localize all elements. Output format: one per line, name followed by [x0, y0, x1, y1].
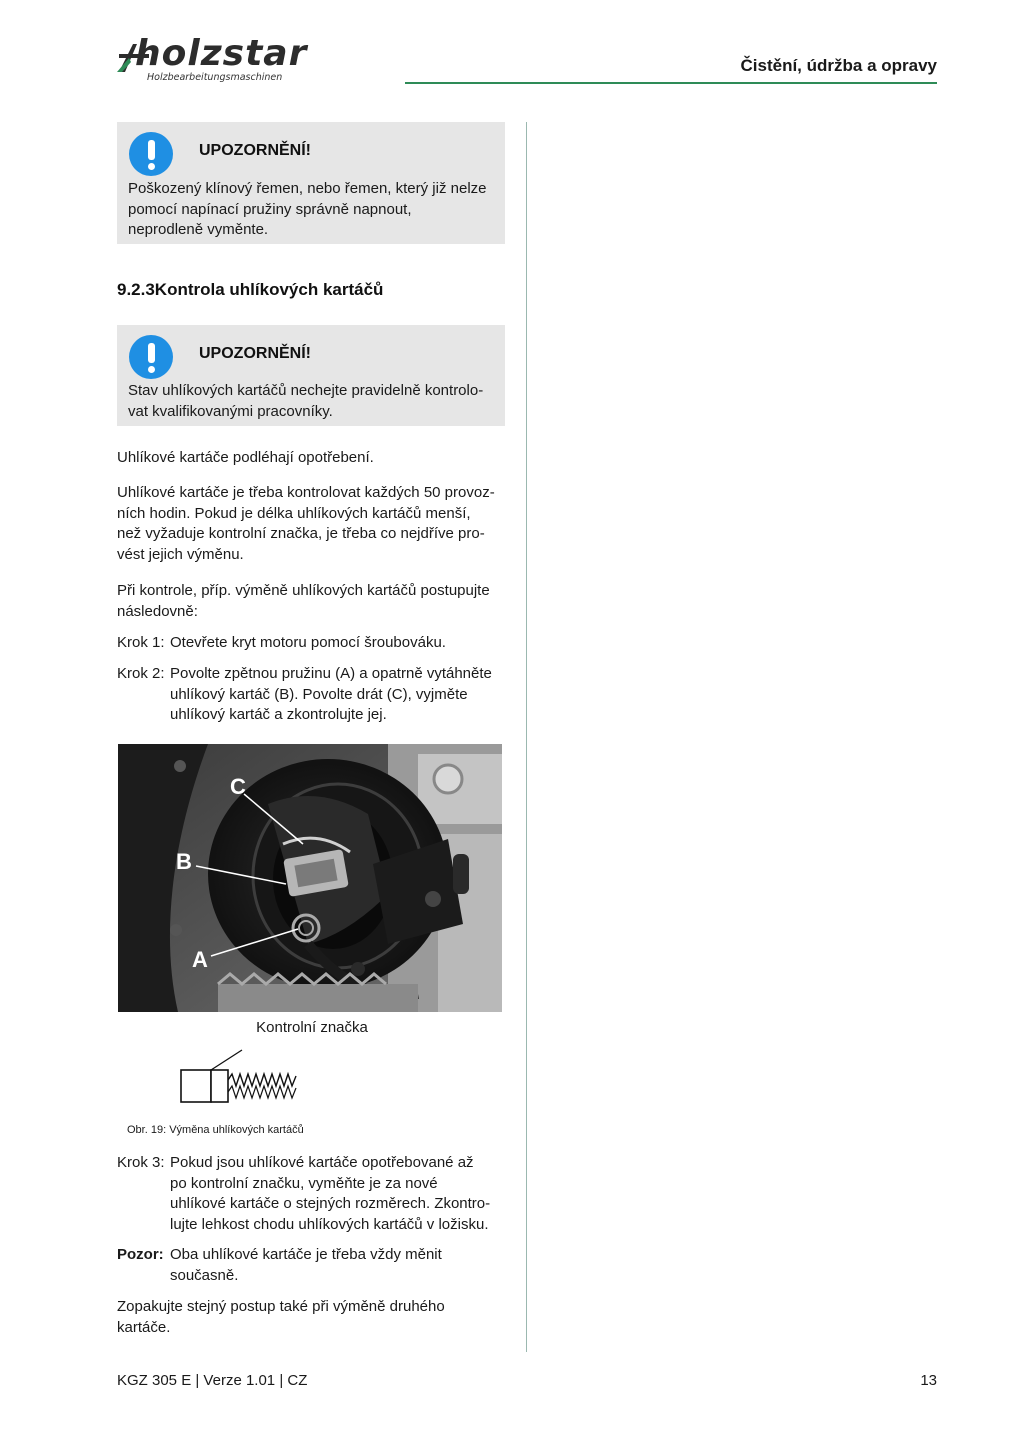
column-divider [526, 122, 527, 1352]
warning-notice-2 [117, 325, 505, 426]
exclamation-icon [129, 132, 173, 176]
notice-text [128, 179, 500, 241]
step-text [170, 633, 510, 654]
step-line: lujte lehkost chodu uhlíkových kartáčů v ložisku. [170, 1215, 489, 1233]
paragraph-line: Uhlíkové kartáče podléhají opotřebení. [117, 449, 374, 466]
paragraph-line: kartáče. [117, 1318, 171, 1336]
step-label: Krok 1: [117, 634, 165, 651]
paragraph-line: vést jejich výměnu. [117, 545, 244, 563]
step-line: uhlíkové kartáče o stejných rozměrech. Zkontro- [170, 1195, 491, 1212]
notice-line: Stav uhlíkových kartáčů nechejte pravidelně kontrolo- [128, 382, 484, 399]
paragraph-procedure [117, 581, 509, 622]
paragraph-line: ních hodin. Pokud je délka uhlíkových kartáčů menší, [117, 504, 471, 522]
callout-label-c: C [230, 774, 246, 799]
paragraph-line: Zopakujte stejný postup také při výměně druhého [117, 1298, 445, 1315]
motor-brush-photo [118, 744, 502, 1012]
paragraph-line: než vyžaduje kontrolní značka, je třeba co nejdříve pro- [117, 525, 485, 542]
note-text [170, 1245, 510, 1286]
logo-tagline: Holzbearbeitungsmaschinen [147, 72, 283, 83]
note-label: Pozor: [117, 1246, 164, 1263]
callout-label-b: B [176, 849, 192, 874]
step-text [170, 1153, 510, 1235]
notice-title: UPOZORNĚNÍ! [199, 345, 311, 362]
logo-wordmark: holzstar [135, 33, 308, 74]
notice-line: Poškozený klínový řemen, nebo řemen, který již nelze [128, 180, 487, 197]
notice-line: pomocí napínací pružiny správně napnout, [128, 200, 412, 218]
closing-paragraph [117, 1297, 509, 1338]
footer-doc-info: KGZ 305 E | Verze 1.01 | CZ [117, 1372, 308, 1389]
carbon-brush-diagram [176, 1048, 316, 1110]
notice-text [128, 381, 500, 422]
step-line: Pokud jsou uhlíkové kartáče opotřebované až [170, 1154, 474, 1171]
paragraph-line: Při kontrole, příp. výměně uhlíkových kartáčů postupujte [117, 582, 490, 599]
paragraph-line: Uhlíkové kartáče je třeba kontrolovat každých 50 provoz- [117, 484, 495, 501]
page-number: 13 [920, 1372, 937, 1389]
notice-title: UPOZORNĚNÍ! [199, 142, 311, 159]
photo-caption: Kontrolní značka [256, 1019, 368, 1036]
paragraph-wear [117, 448, 509, 469]
section-heading: 9.2.3Kontrola uhlíkových kartáčů [117, 280, 384, 299]
notice-line: neprodleně vyměnte. [128, 221, 269, 238]
paragraph-interval [117, 483, 509, 565]
step-text [170, 664, 510, 726]
notice-line: vat kvalifikovanými pracovníky. [128, 402, 333, 420]
callout-label-a: A [192, 947, 208, 972]
step-label: Krok 3: [117, 1154, 165, 1171]
step-line: uhlíkový kartáč a zkontrolujte jej. [170, 706, 387, 723]
note-line: současně. [170, 1266, 239, 1284]
header-rule [405, 82, 937, 84]
step-label: Krok 2: [117, 665, 165, 682]
step-line: Povolte zpětnou pružinu (A) a opatrně vytáhněte [170, 665, 492, 682]
section-title: Čistění, údržba a opravy [740, 56, 937, 75]
brand-logo [117, 33, 342, 88]
figure-caption: Obr. 19: Výměna uhlíkových kartáčů [127, 1124, 304, 1136]
step-line: Otevřete kryt motoru pomocí šroubováku. [170, 634, 446, 651]
exclamation-icon [129, 335, 173, 379]
note-line: Oba uhlíkové kartáče je třeba vždy měnit [170, 1246, 442, 1263]
step-line: po kontrolní značku, vyměňte je za nové [170, 1174, 438, 1192]
step-line: uhlíkový kartáč (B). Povolte drát (C), vyjměte [170, 685, 468, 703]
paragraph-line: následovně: [117, 602, 198, 620]
warning-notice-1 [117, 122, 505, 244]
